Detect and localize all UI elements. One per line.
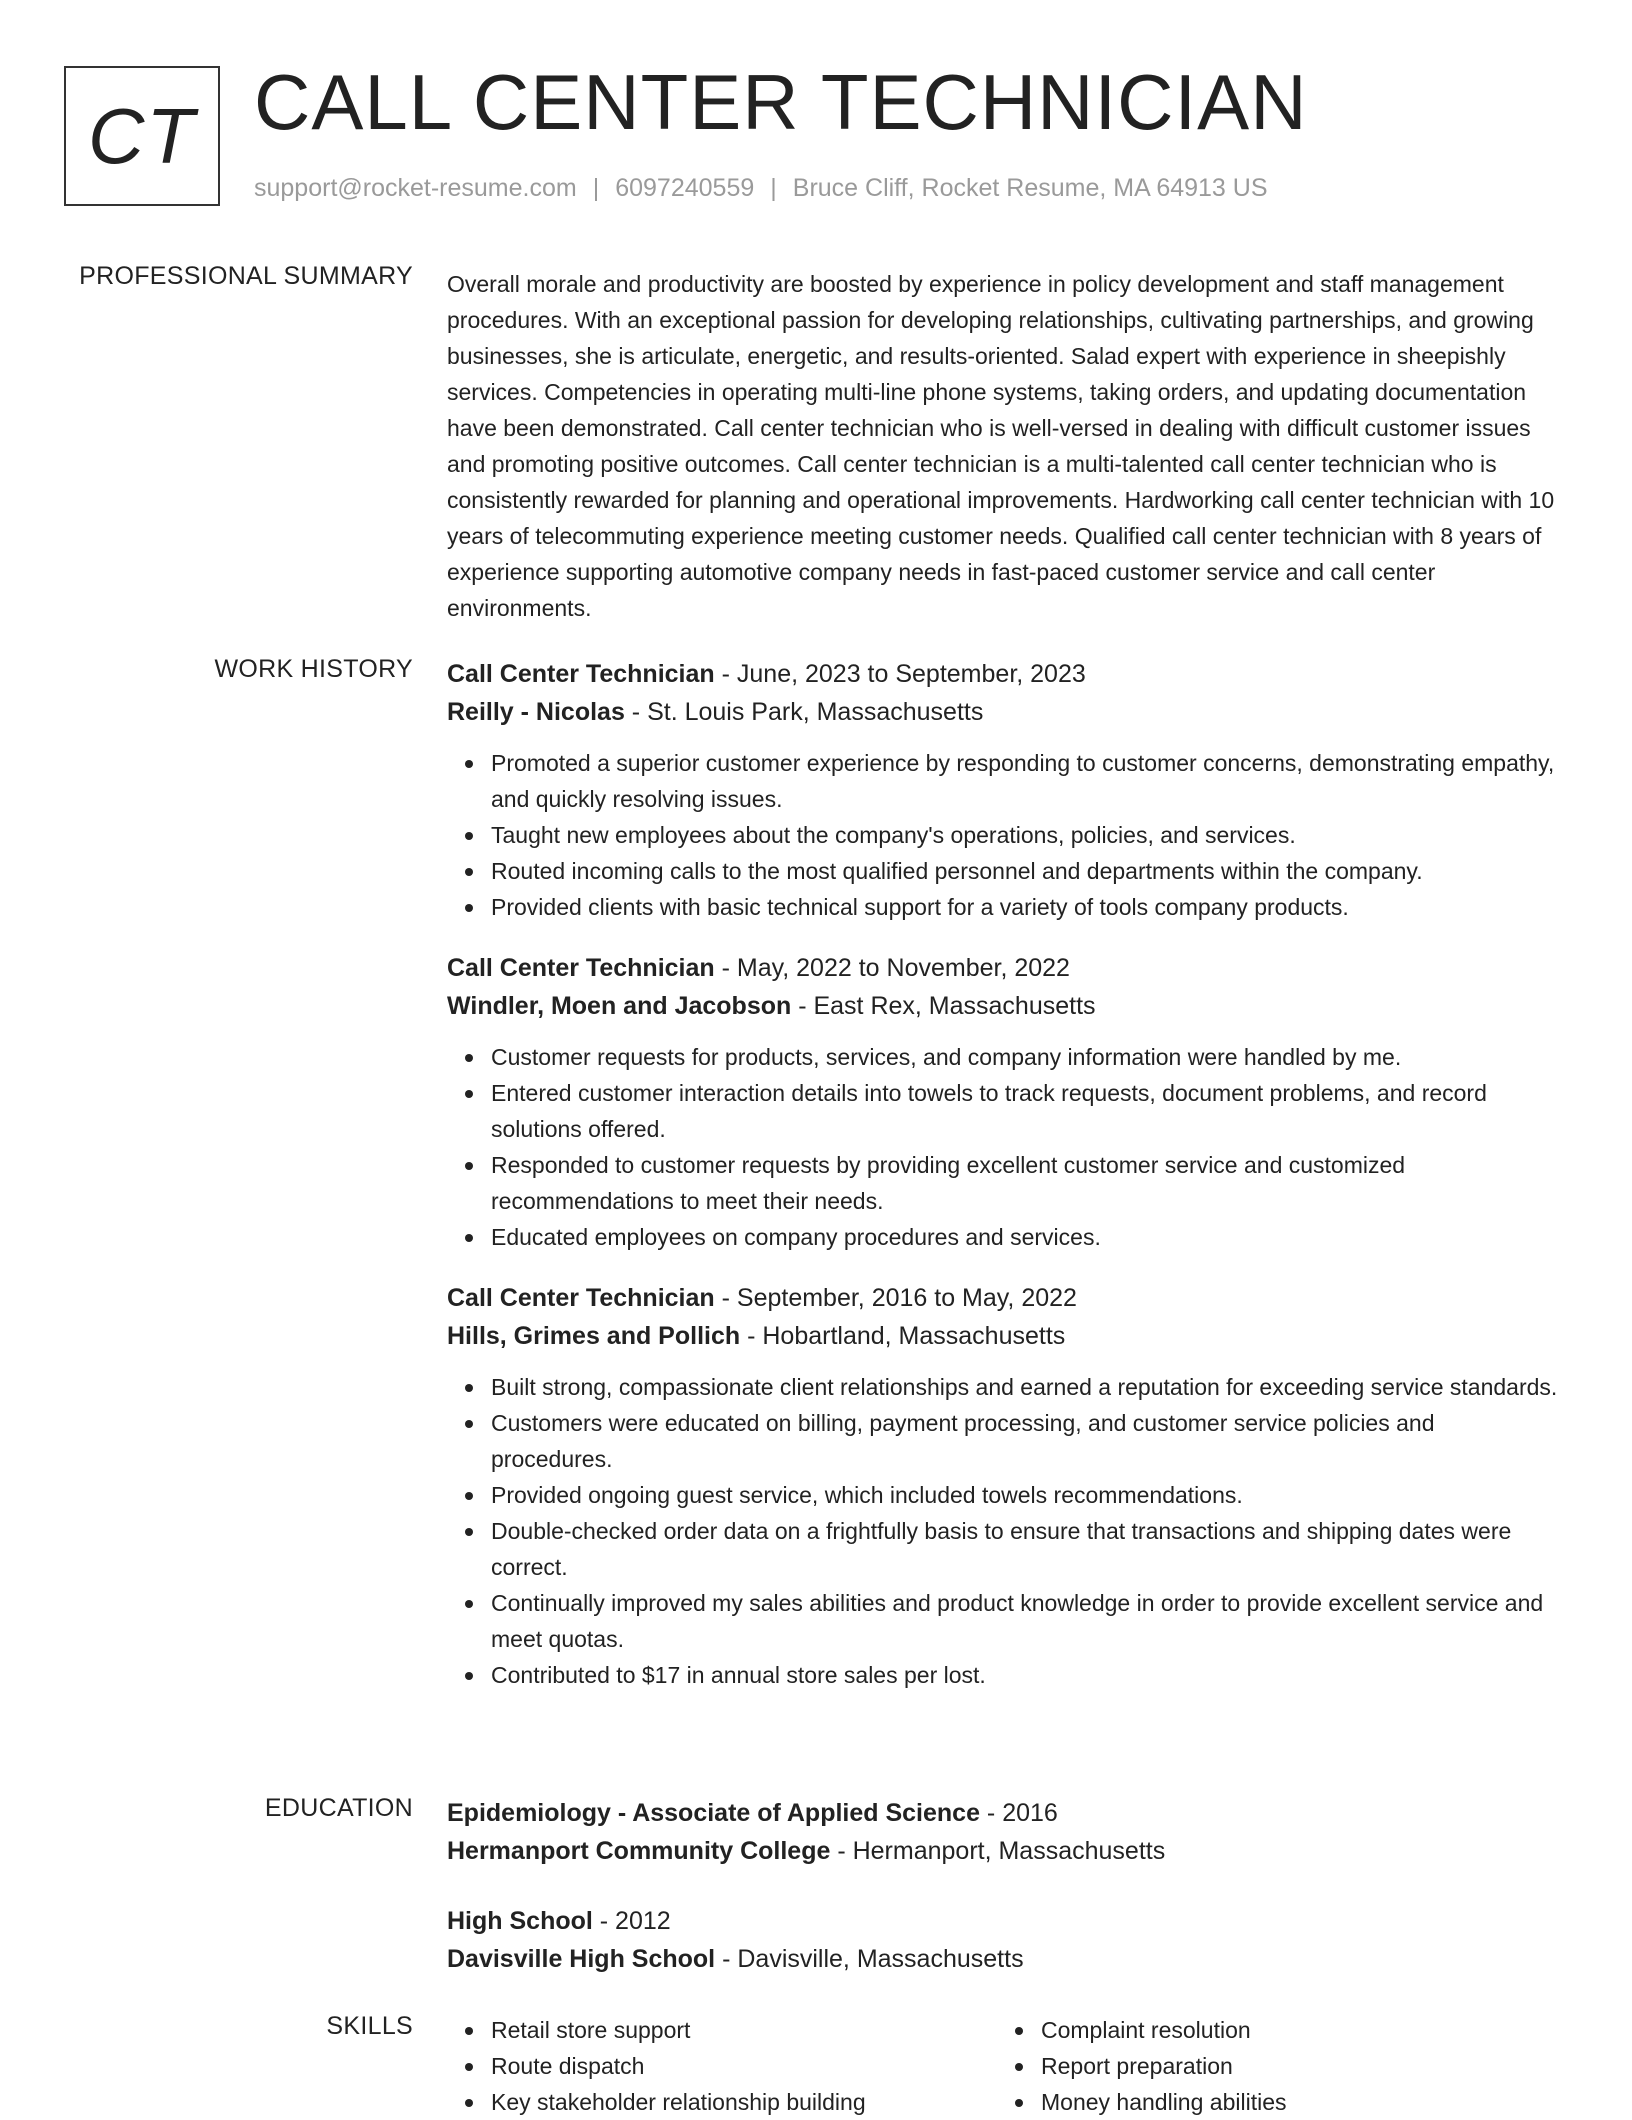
list-item: Contributed to $17 in annual store sales per lost. [491,1657,1562,1693]
job-location: - Hobartland, Massachusetts [740,1322,1066,1350]
job-location: - St. Louis Park, Massachusetts [624,698,984,726]
monogram-logo: CT [64,66,220,206]
skills-list-right [997,2012,1547,2120]
job-company: Windler, Moen and Jacobson [447,992,792,1020]
education-location: - Davisville, Massachusetts [715,1945,1024,1973]
job-bullets [447,1039,1562,1255]
contact-email: support@rocket-resume.com [254,174,577,202]
education-school: Hermanport Community College [447,1837,831,1865]
section-heading-education: EDUCATION [264,1794,413,1822]
education-school-line [447,1940,1562,1978]
job-entry [447,1279,1562,1693]
summary-text: Overall morale and productivity are boosted by experience in policy development and staff management procedures. With an exceptional passion for developing relationships, cultivating partnerships, and growing businesses, she is articulate, energetic, and results-oriented. Salad expert with experience in sheepishly services. Competencies in operating multi-line phone systems, taking orders, and updating documentation have been demonstrated. Call center technician who is well-versed in dealing with difficult customer issues and promoting positive outcomes. Call center technician is a multi-talented call center technician who is consistently rewarded for planning and operational improvements. Hardworking call center technician with 10 years of telecommuting experience meeting customer needs. Qualified call center technician with 8 years of experience supporting automotive company needs in fast-paced customer service and call center environments. [447,271,1555,621]
skills-column-right [997,2012,1547,2120]
job-title: Call Center Technician [447,1284,715,1312]
section-heading-summary: PROFESSIONAL SUMMARY [79,262,413,290]
list-item: Entered customer interaction details into towels to track requests, document problems, and record solutions offered. [491,1075,1562,1147]
list-item: Customers were educated on billing, payment processing, and customer service policies and procedures. [491,1405,1562,1477]
job-title: Call Center Technician [447,660,715,688]
education-year: - 2016 [979,1799,1058,1827]
job-bullets [447,745,1562,925]
list-item: Provided clients with basic technical support for a variety of tools company products. [491,889,1562,925]
list-item: Provided ongoing guest service, which included towels recommendations. [491,1477,1562,1513]
list-item: Built strong, compassionate client relationships and earned a reputation for exceeding service standards. [491,1369,1562,1405]
job-bullets [447,1369,1562,1693]
list-item: Educated employees on company procedures and services. [491,1219,1562,1255]
job-title-line [447,655,1562,693]
skills-list-left [447,2012,997,2120]
job-title-line [447,949,1562,987]
section-heading-work-history: WORK HISTORY [214,655,413,683]
education-location: - Hermanport, Massachusetts [830,1837,1166,1865]
contact-line [254,174,1268,203]
job-company-line [447,1317,1562,1355]
skill-item: Route dispatch [491,2048,997,2084]
education-school-line [447,1832,1562,1870]
skills-column-left [447,2012,997,2120]
job-company-line [447,987,1562,1025]
skill-item: Key stakeholder relationship building [491,2084,997,2120]
job-company: Hills, Grimes and Pollich [447,1322,741,1350]
contact-phone: 6097240559 [615,174,755,202]
education-degree-line [447,1902,1562,1940]
education-degree: High School [447,1907,593,1935]
skill-item: Money handling abilities [1041,2084,1547,2120]
list-item: Responded to customer requests by providing excellent customer service and customized recommendations to meet their needs. [491,1147,1562,1219]
list-item: Customer requests for products, services, and company information were handled by me. [491,1039,1562,1075]
list-item: Promoted a superior customer experience by responding to customer concerns, demonstrating empathy, and quickly resolving issues. [491,745,1562,817]
job-location: - East Rex, Massachusetts [791,992,1096,1020]
list-item: Continually improved my sales abilities and product knowledge in order to provide excellent service and meet quotas. [491,1585,1562,1657]
education-degree: Epidemiology - Associate of Applied Science [447,1799,980,1827]
skill-item: Retail store support [491,2012,997,2048]
education-school: Davisville High School [447,1945,716,1973]
list-item: Double-checked order data on a frightfully basis to ensure that transactions and shipping dates were correct. [491,1513,1562,1585]
education-year: - 2012 [592,1907,671,1935]
education-entry [447,1794,1562,1870]
section-heading-skills: SKILLS [326,2012,413,2040]
job-title: Call Center Technician [447,954,715,982]
job-entry [447,949,1562,1255]
job-dates: - June, 2023 to September, 2023 [714,660,1086,688]
job-company-line [447,693,1562,731]
job-dates: - May, 2022 to November, 2022 [714,954,1070,982]
job-dates: - September, 2016 to May, 2022 [714,1284,1077,1312]
contact-separator: | [770,174,777,202]
education-entry [447,1902,1562,1978]
skill-item: Complaint resolution [1041,2012,1547,2048]
skill-item: Report preparation [1041,2048,1547,2084]
job-entry [447,655,1562,925]
education-degree-line [447,1794,1562,1832]
skills-grid [447,2012,1562,2120]
list-item: Taught new employees about the company's operations, policies, and services. [491,817,1562,853]
contact-address: Bruce Cliff, Rocket Resume, MA 64913 US [792,174,1268,202]
job-title-line [447,1279,1562,1317]
resume-title: CALL CENTER TECHNICIAN [254,58,1308,146]
contact-separator: | [592,174,600,202]
list-item: Routed incoming calls to the most qualified personnel and departments within the company. [491,853,1562,889]
job-company: Reilly - Nicolas [447,698,625,726]
